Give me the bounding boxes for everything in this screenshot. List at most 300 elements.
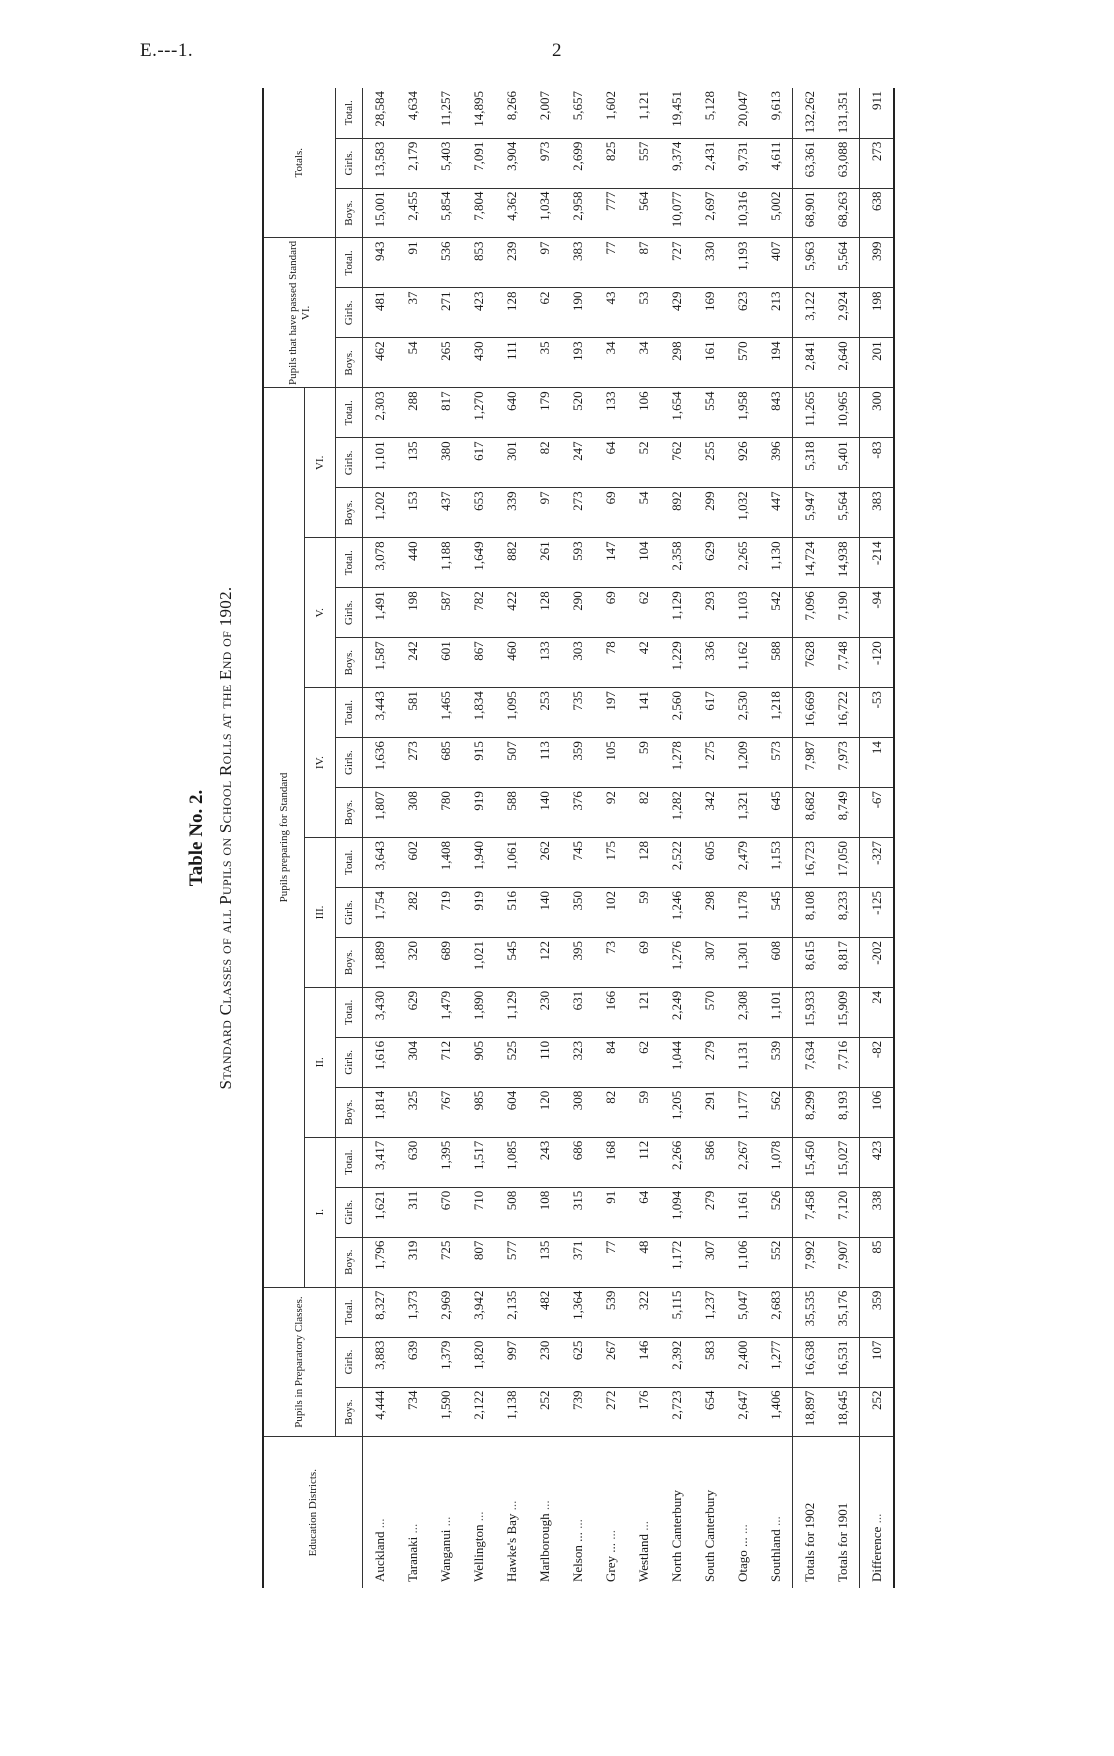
cell-value: 19,451 [660,88,693,138]
cell-value: 5,403 [429,138,462,188]
cell-value: 176 [627,1387,660,1437]
cell-value: 7,992 [793,1237,827,1287]
cell-value: 304 [396,1037,429,1087]
cell-value: 17,050 [826,838,860,888]
cell-value: 141 [627,688,660,738]
cell-value: 2,358 [660,538,693,588]
cell-value: 15,450 [793,1137,827,1187]
cell-value: 273 [860,138,895,188]
cell-value: 7,748 [826,638,860,688]
cell-value: 1,373 [396,1287,429,1337]
cell-value: 1,406 [759,1387,793,1437]
cell-value: 825 [594,138,627,188]
cell-value: 1,590 [429,1387,462,1437]
cell-value: 1,491 [363,588,397,638]
district-name [660,1437,693,1588]
table-row [396,88,429,1588]
cell-value: 135 [528,1237,561,1287]
cell-value: 35,176 [826,1287,860,1337]
cell-value: 7,804 [462,188,495,238]
cell-value: 526 [759,1187,793,1237]
cell-value: 261 [528,538,561,588]
cell-value: 739 [561,1387,594,1437]
cell-value: 376 [561,788,594,838]
cell-value: 447 [759,488,793,538]
table-row [660,88,693,1588]
cell-value: 11,257 [429,88,462,138]
cell-value: 1,106 [726,1237,759,1287]
cell-value: 685 [429,738,462,788]
district-label: Wellington [470,1524,486,1582]
cell-value: 315 [561,1187,594,1237]
cell-value: 201 [860,338,895,388]
cell-value: 1,820 [462,1337,495,1387]
cell-value: 782 [462,588,495,638]
cell-value: 2,479 [726,838,759,888]
subheader-boys: Boys. [336,188,363,238]
district-name [627,1437,660,1588]
cell-value: 745 [561,838,594,888]
cell-value: 1,202 [363,488,397,538]
cell-value: 37 [396,288,429,338]
table-row [495,88,528,1588]
cell-value: 7,190 [826,588,860,638]
header-standard: V. [305,538,336,688]
cell-value: 601 [429,638,462,688]
cell-value: 106 [627,388,660,438]
table-row [860,88,895,1588]
cell-value: 265 [429,338,462,388]
cell-value: 198 [860,288,895,338]
cell-value: 62 [627,1037,660,1087]
district-label: Westland [635,1533,651,1582]
cell-value: 2,400 [726,1337,759,1387]
cell-value: 239 [495,238,528,288]
cell-value: 14,895 [462,88,495,138]
cell-value: 132,262 [793,88,827,138]
cell-value: -53 [860,688,895,738]
cell-value: 482 [528,1287,561,1337]
cell-value: 602 [396,838,429,888]
cell-value: 2,431 [693,138,726,188]
cell-value: 133 [528,638,561,688]
cell-value: 131,351 [826,88,860,138]
cell-value: 1,032 [726,488,759,538]
cell-value: 1,078 [759,1137,793,1187]
cell-value: 64 [627,1187,660,1237]
cell-value: 1,218 [759,688,793,738]
cell-value: 1,188 [429,538,462,588]
cell-value: 780 [429,788,462,838]
cell-value: 1,616 [363,1037,397,1087]
cell-value: 59 [627,738,660,788]
cell-value: 380 [429,438,462,488]
cell-value: 1,654 [660,388,693,438]
cell-value: 588 [759,638,793,688]
table-row [793,88,827,1588]
cell-value: 919 [462,887,495,937]
subheader-total: Total. [336,688,363,738]
district-label: Difference [868,1526,884,1582]
cell-value: 882 [495,538,528,588]
district-name [561,1437,594,1588]
cell-value: 253 [528,688,561,738]
cell-value: 52 [627,438,660,488]
leader-dots: ... [868,1513,884,1524]
cell-value: 943 [363,238,397,288]
cell-value: 197 [594,688,627,738]
cell-value: 85 [860,1237,895,1287]
cell-value: 1,131 [726,1037,759,1087]
cell-value: 407 [759,238,793,288]
cell-value: 460 [495,638,528,688]
cell-value: 2,122 [462,1387,495,1437]
cell-value: 926 [726,438,759,488]
subheader-girls: Girls. [336,738,363,788]
cell-value: 539 [594,1287,627,1337]
cell-value: 5,128 [693,88,726,138]
cell-value: -120 [860,638,895,688]
cell-value: -214 [860,538,895,588]
cell-value: 105 [594,738,627,788]
cell-value: 59 [627,887,660,937]
cell-value: 985 [462,1087,495,1137]
cell-value: 97 [528,238,561,288]
cell-value: 14,724 [793,538,827,588]
cell-value: 106 [860,1087,895,1137]
cell-value: 16,723 [793,838,827,888]
cell-value: 7,716 [826,1037,860,1087]
cell-value: 112 [627,1137,660,1187]
cell-value: 2,924 [826,288,860,338]
header-preparing-for-standard: Pupils preparing for Standard [263,388,305,1287]
cell-value: 8,266 [495,88,528,138]
cell-value: 911 [860,88,895,138]
cell-value: 62 [627,588,660,638]
district-label: Totals for 1902 [801,1502,817,1582]
district-name [759,1437,793,1588]
cell-value: 542 [759,588,793,638]
district-label: Taranaki [404,1536,420,1582]
cell-value: -82 [860,1037,895,1087]
cell-value: 2,007 [528,88,561,138]
cell-value: 311 [396,1187,429,1237]
cell-value: 545 [495,937,528,987]
cell-value: 371 [561,1237,594,1287]
cell-value: 1,408 [429,838,462,888]
table-row [726,88,759,1588]
cell-value: 78 [594,638,627,688]
cell-value: 69 [627,937,660,987]
cell-value: 1,034 [528,188,561,238]
district-name [693,1437,726,1588]
cell-value: 247 [561,438,594,488]
cell-value: 843 [759,388,793,438]
cell-value: 735 [561,688,594,738]
subheader-girls: Girls. [336,438,363,488]
cell-value: 2,647 [726,1387,759,1437]
subheader-girls: Girls. [336,1337,363,1387]
cell-value: 1,587 [363,638,397,688]
cell-value: 853 [462,238,495,288]
cell-value: 5,318 [793,438,827,488]
subheader-total: Total. [336,538,363,588]
cell-value: 48 [627,1237,660,1287]
header-standard: IV. [305,688,336,838]
cell-value: 562 [759,1087,793,1137]
cell-value: 1,161 [726,1187,759,1237]
cell-value: 7,987 [793,738,827,788]
cell-value: 1,754 [363,887,397,937]
cell-value: 104 [627,538,660,588]
cell-value: 8,233 [826,887,860,937]
cell-value: 5,564 [826,488,860,538]
cell-value: 1,172 [660,1237,693,1287]
cell-value: 273 [561,488,594,538]
cell-value: 892 [660,488,693,538]
subheader-boys: Boys. [336,1387,363,1437]
cell-value: 573 [759,738,793,788]
cell-value: 807 [462,1237,495,1287]
cell-value: 525 [495,1037,528,1087]
cell-value: 102 [594,887,627,937]
cell-value: 298 [660,338,693,388]
cell-value: 293 [693,588,726,638]
cell-value: 399 [860,238,895,288]
leader-dots: ... [470,1511,486,1522]
cell-value: 5,947 [793,488,827,538]
cell-value: 1,602 [594,88,627,138]
cell-value: 629 [693,538,726,588]
cell-value: 291 [693,1087,726,1137]
cell-value: 110 [528,1037,561,1087]
cell-value: 325 [396,1087,429,1137]
cell-value: 689 [429,937,462,987]
cell-value: 712 [429,1037,462,1087]
cell-value: 8,299 [793,1087,827,1137]
cell-value: 1,276 [660,937,693,987]
cell-value: 396 [759,438,793,488]
table-row [594,88,627,1588]
cell-value: 395 [561,937,594,987]
cell-value: 593 [561,538,594,588]
table-row [826,88,860,1588]
cell-value: 605 [693,838,726,888]
cell-value: -125 [860,887,895,937]
cell-value: 10,077 [660,188,693,238]
cell-value: 437 [429,488,462,538]
cell-value: 481 [363,288,397,338]
cell-value: 645 [759,788,793,838]
cell-value: 608 [759,937,793,987]
cell-value: 2,969 [429,1287,462,1337]
cell-value: 140 [528,887,561,937]
table-row [561,88,594,1588]
cell-value: 13,583 [363,138,397,188]
cell-value: 915 [462,738,495,788]
cell-value: 275 [693,738,726,788]
leader-dots: ... [635,1520,651,1531]
cell-value: 16,669 [793,688,827,738]
cell-value: 710 [462,1187,495,1237]
cell-value: 3,904 [495,138,528,188]
cell-value: 5,657 [561,88,594,138]
table-row [693,88,726,1588]
cell-value: 3,417 [363,1137,397,1187]
cell-value: 303 [561,638,594,688]
table-row [627,88,660,1588]
cell-value: 2,265 [726,538,759,588]
cell-value: 42 [627,638,660,688]
cell-value: 77 [594,238,627,288]
subheader-total: Total. [336,1137,363,1187]
leader-dots: ... [602,1530,618,1540]
cell-value: 350 [561,887,594,937]
cell-value: 16,722 [826,688,860,738]
subheader-boys: Boys. [336,1087,363,1137]
cell-value: 2,455 [396,188,429,238]
leader-dots: ... [371,1518,387,1529]
cell-value: 5,854 [429,188,462,238]
cell-value: 133 [594,388,627,438]
cell-value: 8,682 [793,788,827,838]
cell-value: 20,047 [726,88,759,138]
cell-value: 507 [495,738,528,788]
cell-value: 1,364 [561,1287,594,1337]
cell-value: 5,963 [793,238,827,288]
cell-value: 135 [396,438,429,488]
subheader-boys: Boys. [336,1237,363,1287]
cell-value: 35,535 [793,1287,827,1337]
cell-value: -83 [860,438,895,488]
cell-value: 564 [627,188,660,238]
cell-value: 35 [528,338,561,388]
cell-value: 7628 [793,638,827,688]
cell-value: 15,909 [826,987,860,1037]
cell-value: 128 [528,588,561,638]
cell-value: 3,443 [363,688,397,738]
cell-value: 299 [693,488,726,538]
cell-value: 153 [396,488,429,538]
cell-value: 5,002 [759,188,793,238]
cell-value: 2,392 [660,1337,693,1387]
cell-value: 1,209 [726,738,759,788]
subheader-total: Total. [336,388,363,438]
cell-value: 2,530 [726,688,759,738]
cell-value: 2,135 [495,1287,528,1337]
cell-value: 2,841 [793,338,827,388]
cell-value: 520 [561,388,594,438]
cell-value: 63,088 [826,138,860,188]
district-label: Hawke's Bay [503,1513,519,1582]
cell-value: 69 [594,488,627,538]
table-number: Table No. 2. [186,789,207,887]
cell-value: 91 [396,238,429,288]
cell-value: 54 [627,488,660,538]
cell-value: 1,177 [726,1087,759,1137]
cell-value: 14 [860,738,895,788]
district-name [860,1437,895,1588]
cell-value: 734 [396,1387,429,1437]
cell-value: 262 [528,838,561,888]
cell-value: 777 [594,188,627,238]
cell-value: 462 [363,338,397,388]
page-number: 2 [552,40,562,61]
header-standard: I. [305,1137,336,1287]
cell-value: 43 [594,288,627,338]
cell-value: 319 [396,1237,429,1287]
cell-value: 3,122 [793,288,827,338]
cell-value: 7,907 [826,1237,860,1287]
cell-value: 2,249 [660,987,693,1037]
district-label: Totals for 1901 [834,1502,850,1582]
cell-value: 15,027 [826,1137,860,1187]
cell-value: 2,723 [660,1387,693,1437]
district-name [462,1437,495,1588]
leader-dots: ... [536,1500,552,1511]
cell-value: 725 [429,1237,462,1287]
cell-value: 630 [396,1137,429,1187]
cell-value: 423 [462,288,495,338]
cell-value: 28,584 [363,88,397,138]
cell-value: 301 [495,438,528,488]
district-label: Grey ... [602,1543,618,1582]
cell-value: 552 [759,1237,793,1287]
cell-value: 5,564 [826,238,860,288]
cell-value: 767 [429,1087,462,1137]
cell-value: -327 [860,838,895,888]
cell-value: 1,636 [363,738,397,788]
subheader-total: Total. [336,88,363,138]
cell-value: 631 [561,987,594,1037]
cell-value: 3,430 [363,987,397,1037]
cell-value: 359 [561,738,594,788]
cell-value: 1,278 [660,738,693,788]
cell-value: 625 [561,1337,594,1387]
cell-value: 242 [396,638,429,688]
cell-value: 97 [528,488,561,538]
cell-value: 1,138 [495,1387,528,1437]
cell-value: 1,101 [363,438,397,488]
cell-value: 34 [627,338,660,388]
cell-value: 905 [462,1037,495,1087]
cell-value: 59 [627,1087,660,1137]
cell-value: 570 [693,987,726,1037]
cell-value: 1,479 [429,987,462,1037]
cell-value: 1,379 [429,1337,462,1387]
cell-value: 653 [462,488,495,538]
cell-value: 1,277 [759,1337,793,1387]
cell-value: 1,834 [462,688,495,738]
cell-value: 15,933 [793,987,827,1037]
cell-value: 429 [660,288,693,338]
cell-value: 3,643 [363,838,397,888]
cell-value: 1,958 [726,388,759,438]
cell-value: 557 [627,138,660,188]
cell-value: 4,611 [759,138,793,188]
cell-value: 193 [561,338,594,388]
cell-value: 213 [759,288,793,338]
cell-value: 92 [594,788,627,838]
cell-value: 73 [594,937,627,987]
cell-value: 1,807 [363,788,397,838]
cell-value: 1,621 [363,1187,397,1237]
cell-value: 168 [594,1137,627,1187]
cell-value: 2,699 [561,138,594,188]
cell-value: 243 [528,1137,561,1187]
subheader-total: Total. [336,1287,363,1337]
cell-value: 5,047 [726,1287,759,1337]
